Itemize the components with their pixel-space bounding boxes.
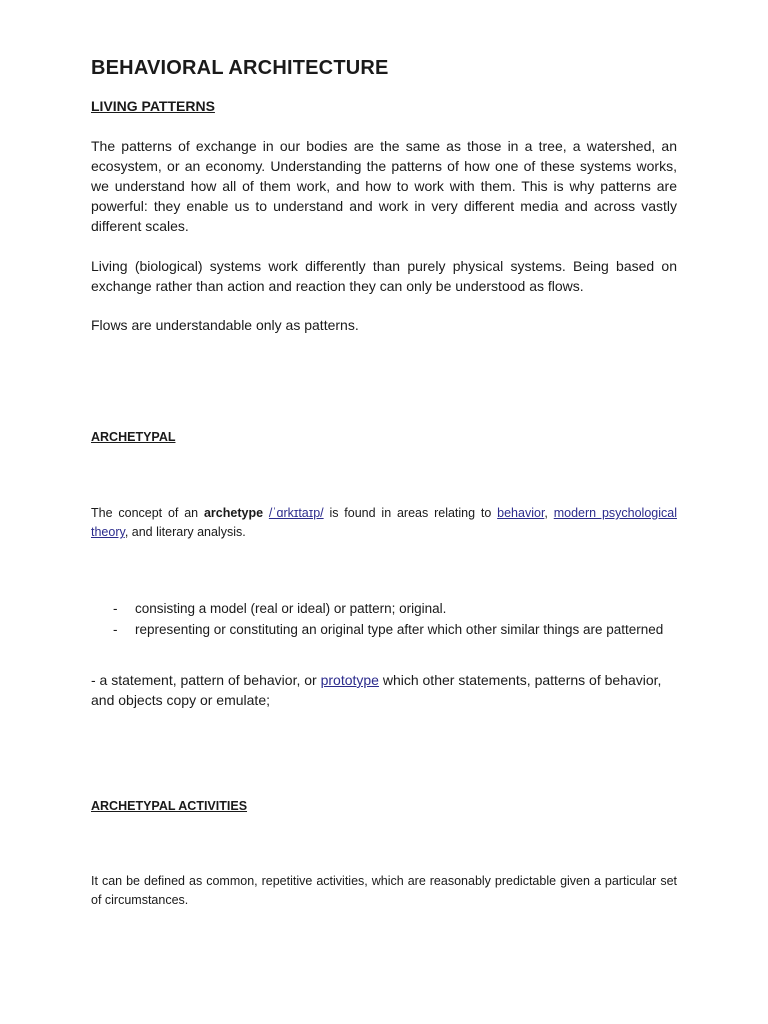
bullet-marker: -	[113, 601, 118, 616]
behavior-link[interactable]: behavior	[497, 506, 545, 520]
pronunciation-link[interactable]: /ˈɑrkɪtaɪp/	[268, 506, 324, 520]
list-item	[113, 619, 663, 640]
concept-text-pre: The concept of an	[91, 506, 204, 520]
definition-list	[113, 598, 663, 640]
heading-archetypal-activities: ARCHETYPAL ACTIVITIES	[91, 799, 248, 813]
concept-text-mid: is found in areas relating to	[323, 506, 498, 520]
page-title: BEHAVIORAL ARCHITECTURE	[91, 57, 389, 79]
paragraph-activities-definition: It can be defined as common, repetitive activities, which are reasonably predictable given a particular set of circumstances.	[91, 874, 677, 907]
paragraph-living-systems: Living (biological) systems work differently than purely physical systems. Being based on exchange rather than action and reaction they can only be understood as flows.	[91, 258, 677, 294]
concept-separator: ,	[544, 506, 554, 520]
heading-archetypal: ARCHETYPAL	[91, 430, 176, 444]
paragraph-archetype-concept	[91, 504, 677, 542]
concept-text-post: , and literary analysis.	[124, 525, 246, 539]
paragraph-patterns-of-exchange: The patterns of exchange in our bodies are the same as those in a tree, a watershed, an ecosystem, or an economy. Understanding the patterns of how one of these systems works, we understand how all of them work, and how to work with them. This is why patterns are powerful: they enable us to understand and work in very different media and across vastly different scales.	[91, 138, 677, 234]
list-item	[113, 598, 663, 619]
archetype-term: archetype	[203, 506, 264, 520]
statement-text-pre: - a statement, pattern of behavior, or	[91, 672, 321, 688]
heading-living-patterns: LIVING PATTERNS	[91, 98, 215, 114]
list-item-text: consisting a model (real or ideal) or pattern; original.	[135, 601, 447, 616]
paragraph-flows: Flows are understandable only as patterns.	[91, 317, 359, 333]
bullet-marker: -	[113, 622, 118, 637]
statement-text-post: which other statements, patterns of behavior, and objects copy or emulate;	[91, 672, 662, 708]
prototype-link[interactable]: prototype	[320, 672, 379, 688]
paragraph-statement	[91, 670, 677, 710]
psychological-theory-link[interactable]: modern psychological theory	[91, 506, 677, 539]
list-item-text: representing or constituting an original type after which other similar things are patterned	[135, 622, 664, 637]
